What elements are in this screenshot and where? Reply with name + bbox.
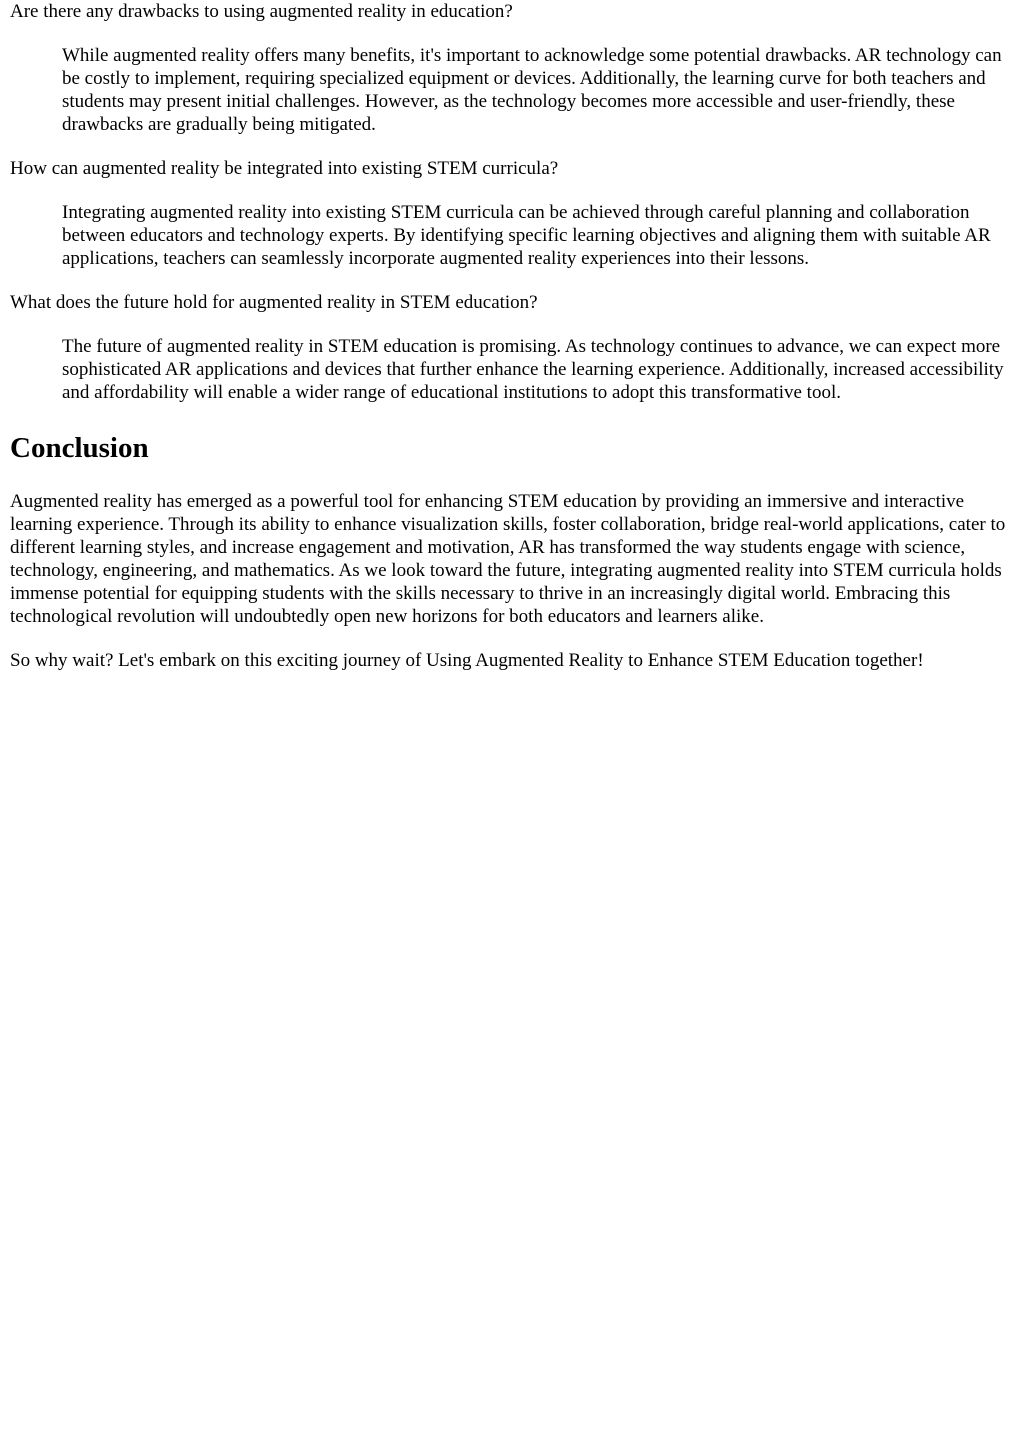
closing-paragraph: So why wait? Let's embark on this exciting journey of Using Augmented Reality to Enhance STEM Education together! xyxy=(10,650,924,671)
conclusion-heading: Conclusion xyxy=(10,432,149,464)
faq-question: Are there any drawbacks to using augmented reality in education? xyxy=(10,1,513,22)
faq-question: How can augmented reality be integrated into existing STEM curricula? xyxy=(10,158,559,179)
article-page xyxy=(0,0,1024,672)
faq-question: What does the future hold for augmented reality in STEM education? xyxy=(10,292,538,313)
faq-answer: While augmented reality offers many benefits, it's important to acknowledge some potential drawbacks. AR technology can be costly to implement, requiring specialized equipment or devices. Additionally, the learning curve for both teachers and students may present initial challenges. However, as the technology becomes more accessible and user-friendly, these drawbacks are gradually being mitigated. xyxy=(62,45,1002,135)
faq-answer: Integrating augmented reality into existing STEM curricula can be achieved through careful planning and collaboration between educators and technology experts. By identifying specific learning objectives and aligning them with suitable AR applications, teachers can seamlessly incorporate augmented reality experiences into their lessons. xyxy=(62,202,991,269)
faq-list xyxy=(10,0,1014,404)
conclusion-paragraph: Augmented reality has emerged as a powerful tool for enhancing STEM education by providing an immersive and interactive learning experience. Through its ability to enhance visualization skills, foster collaboration, bridge real-world applications, cater to different learning styles, and increase engagement and motivation, AR has transformed the way students engage with science, technology, engineering, and mathematics. As we look toward the future, integrating augmented reality into STEM curricula holds immense potential for equipping students with the skills necessary to thrive in an increasingly digital world. Embracing this technological revolution will undoubtedly open new horizons for both educators and learners alike. xyxy=(10,491,1006,627)
faq-answer: The future of augmented reality in STEM education is promising. As technology continues to advance, we can expect more sophisticated AR applications and devices that further enhance the learning experience. Additionally, increased accessibility and affordability will enable a wider range of educational institutions to adopt this transformative tool. xyxy=(62,336,1004,403)
